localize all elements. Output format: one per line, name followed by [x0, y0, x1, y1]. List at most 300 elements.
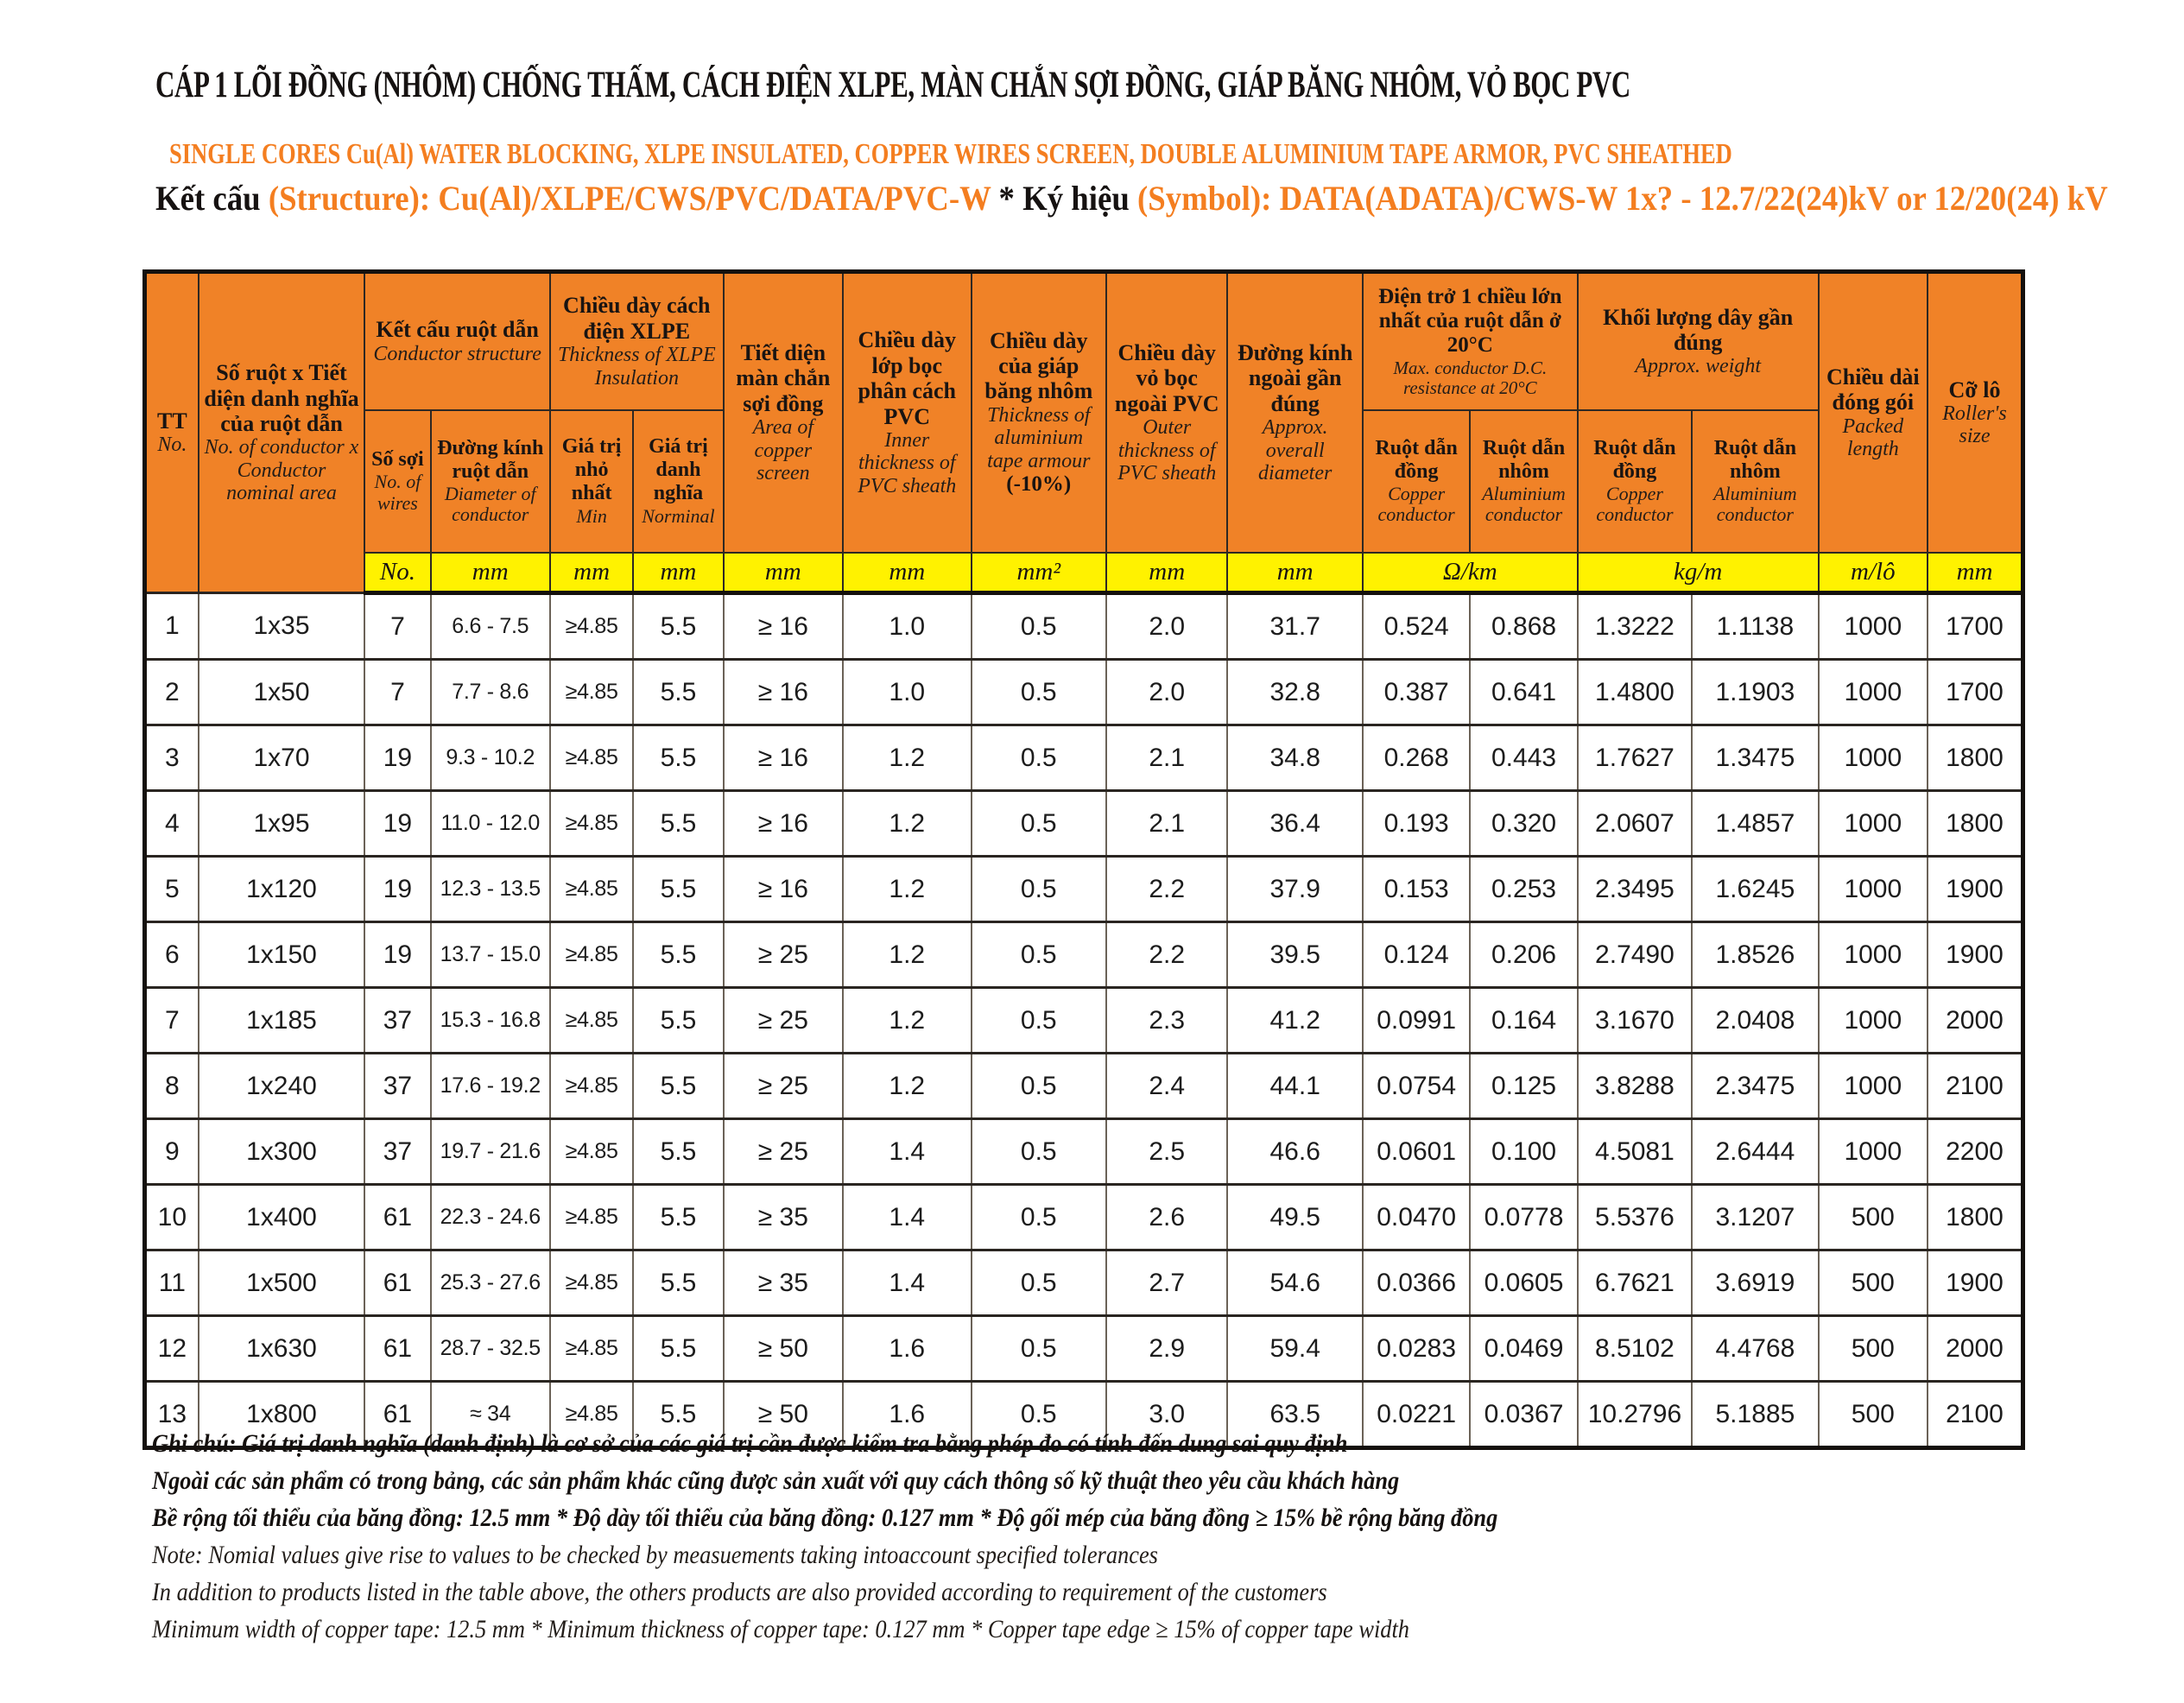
header-xlpe-thickness-en: Thickness of XLPE Insulation: [557, 344, 716, 389]
table-cell: 1000: [1819, 725, 1928, 791]
table-cell: ≥4.85: [550, 922, 633, 988]
table-cell: 1000: [1819, 1119, 1928, 1185]
table-cell: 5.5: [633, 988, 723, 1054]
header-pvc-inner-vi: Chiều dày lớp bọc phân cách PVC: [858, 327, 956, 429]
table-cell: 1000: [1819, 922, 1928, 988]
table-cell: 6.7621: [1578, 1250, 1692, 1316]
note-vi-2: Ngoài các sản phẩm có trong bảng, các sản phẩm khác cũng được sản xuất với quy cách thông số kỹ thuật theo yêu cầu khách hàng: [152, 1466, 1400, 1495]
table-cell: 0.5: [972, 857, 1107, 922]
table-cell: 5.1885: [1692, 1382, 1818, 1448]
table-cell: 61: [364, 1382, 430, 1448]
table-row: [145, 988, 2023, 1054]
table-row: [145, 791, 2023, 857]
table-cell: 5.5: [633, 922, 723, 988]
header-xlpe-nominal-en: Norminal: [642, 504, 715, 527]
page-title-vietnamese: CÁP 1 LÕI ĐỒNG (NHÔM) CHỐNG THẤM, CÁCH ĐIỆN XLPE, MÀN CHẮN SỢI ĐỒNG, GIÁP BĂNG NHÔM, VỎ BỌC PVC: [155, 65, 1630, 105]
table-row: [145, 725, 2023, 791]
unit-roller-size: mm: [1928, 553, 2023, 593]
table-cell: 1000: [1819, 1054, 1928, 1119]
table-cell: 1.7627: [1578, 725, 1692, 791]
table-cell: 25.3 - 27.6: [431, 1250, 550, 1316]
note-vi-3: Bề rộng tối thiểu của băng đồng: 12.5 mm * Độ dày tối thiểu của băng đồng: 0.127 mm * Độ gối mép của băng đồng ≥ 15% bề rộng băng đồng: [152, 1504, 1498, 1532]
header-roller-size-vi: Cỡ lô: [1948, 377, 2001, 402]
table-cell: ≥ 25: [724, 988, 843, 1054]
header-al-armour-vi: Chiều dày của giáp băng nhôm: [984, 327, 1093, 404]
header-conductor-structure-en: Conductor structure: [373, 342, 541, 365]
table-cell: 7: [364, 660, 430, 725]
table-cell: 0.125: [1470, 1054, 1577, 1119]
table-cell: 13: [145, 1382, 199, 1448]
table-cell: 0.0470: [1363, 1185, 1470, 1250]
header-conductor-area-en: No. of conductor x Conductor nominal area: [204, 436, 359, 505]
table-cell: ≥4.85: [550, 1250, 633, 1316]
table-cell: 2000: [1928, 1316, 2023, 1382]
structure-symbol-line: [155, 178, 2108, 218]
table-cell: 0.5: [972, 1316, 1107, 1382]
table-cell: 5.5: [633, 1382, 723, 1448]
header-packed-length-vi: Chiều dài đóng gói: [1826, 364, 1920, 415]
table-cell: ≥ 16: [724, 660, 843, 725]
table-cell: ≥ 25: [724, 1054, 843, 1119]
table-cell: 36.4: [1227, 791, 1363, 857]
table-cell: 1x70: [199, 725, 365, 791]
header-approx-weight-vi: Khối lượng dây gần đúng: [1603, 304, 1794, 356]
table-cell: 1.8526: [1692, 922, 1818, 988]
table-cell: 1.0: [843, 660, 971, 725]
table-cell: 1.2: [843, 1054, 971, 1119]
header-tt-vi: TT: [157, 408, 187, 434]
table-cell: ≥4.85: [550, 660, 633, 725]
table-cell: 1900: [1928, 1250, 2023, 1316]
table-cell: 0.5: [972, 593, 1107, 660]
table-row: [145, 1185, 2023, 1250]
table-cell: 1.4: [843, 1185, 971, 1250]
table-cell: 1900: [1928, 922, 2023, 988]
table-cell: 6.6 - 7.5: [431, 593, 550, 660]
header-dc-resistance-en: Max. conductor D.C. resistance at 20°C: [1393, 357, 1548, 398]
table-cell: 2.3: [1106, 988, 1227, 1054]
table-cell: 5.5: [633, 725, 723, 791]
table-cell: ≥ 35: [724, 1250, 843, 1316]
table-cell: 2.5: [1106, 1119, 1227, 1185]
table-cell: 1800: [1928, 725, 2023, 791]
table-cell: 5.5: [633, 791, 723, 857]
table-cell: 2.1: [1106, 791, 1227, 857]
header-pvc-outer-vi: Chiều dày vỏ bọc ngoài PVC: [1114, 340, 1219, 416]
table-cell: ≥ 35: [724, 1185, 843, 1250]
table-cell: 3.1670: [1578, 988, 1692, 1054]
table-cell: ≥ 16: [724, 593, 843, 660]
table-cell: 4: [145, 791, 199, 857]
table-cell: 5.5: [633, 1054, 723, 1119]
header-conductor-structure-vi: Kết cấu ruột dẫn: [376, 317, 539, 343]
header-roller-size-en: Roller's size: [1942, 402, 2007, 448]
header-conductor-diameter-en: Diameter of conductor: [444, 482, 536, 526]
header-roller-size: [1928, 272, 2023, 553]
table-cell: ≥ 25: [724, 1119, 843, 1185]
header-al-armour: [972, 272, 1107, 553]
table-cell: 0.193: [1363, 791, 1470, 857]
table-cell: 2.3495: [1578, 857, 1692, 922]
separator-star: *: [991, 179, 1023, 218]
table-cell: 9.3 - 10.2: [431, 725, 550, 791]
table-cell: 0.5: [972, 922, 1107, 988]
table-cell: 5.5: [633, 857, 723, 922]
table-cell: 0.5: [972, 1382, 1107, 1448]
header-pvc-inner-en: Inner thickness of PVC sheath: [858, 428, 957, 497]
table-cell: 61: [364, 1250, 430, 1316]
table-cell: ≥4.85: [550, 791, 633, 857]
unit-xlpe-nominal: mm: [633, 553, 723, 593]
header-resistance-copper-vi: Ruột dẫn đồng: [1375, 436, 1458, 483]
header-pvc-outer-en: Outer thickness of PVC sheath: [1117, 416, 1217, 484]
header-conductor-diameter-vi: Đường kính ruột dẫn: [437, 436, 544, 483]
table-cell: 0.0754: [1363, 1054, 1470, 1119]
table-cell: 1000: [1819, 791, 1928, 857]
table-cell: 0.206: [1470, 922, 1577, 988]
table-cell: 500: [1819, 1316, 1928, 1382]
table-row: [145, 857, 2023, 922]
table-row: [145, 1054, 2023, 1119]
table-cell: 1.2: [843, 857, 971, 922]
table-cell: 2.7490: [1578, 922, 1692, 988]
table-cell: 13.7 - 15.0: [431, 922, 550, 988]
header-conductor-area: [199, 272, 365, 593]
table-cell: 3.6919: [1692, 1250, 1818, 1316]
table-cell: 2.0408: [1692, 988, 1818, 1054]
table-cell: 39.5: [1227, 922, 1363, 988]
unit-pvc-inner: mm: [843, 553, 971, 593]
header-weight-copper-vi: Ruột dẫn đồng: [1593, 436, 1676, 483]
unit-xlpe-min: mm: [550, 553, 633, 593]
table-cell: 7: [364, 593, 430, 660]
table-cell: 0.5: [972, 1185, 1107, 1250]
table-cell: ≥ 25: [724, 922, 843, 988]
header-conductor-structure: [364, 272, 550, 410]
header-tt-en: No.: [157, 434, 187, 457]
table-cell: 0.641: [1470, 660, 1577, 725]
table-cell: 0.524: [1363, 593, 1470, 660]
header-conductor-area-vi: Số ruột x Tiết diện danh nghĩa của ruột dẫn: [204, 360, 359, 437]
table-cell: 1000: [1819, 660, 1928, 725]
header-dc-resistance: [1363, 272, 1578, 410]
table-cell: 15.3 - 16.8: [431, 988, 550, 1054]
table-cell: 1.2: [843, 988, 971, 1054]
header-wires: [364, 410, 430, 553]
table-cell: 1.2: [843, 922, 971, 988]
table-cell: 5.5: [633, 1119, 723, 1185]
table-cell: 19: [364, 791, 430, 857]
table-cell: 0.387: [1363, 660, 1470, 725]
table-cell: ≥ 50: [724, 1316, 843, 1382]
table-cell: 59.4: [1227, 1316, 1363, 1382]
table-cell: 2.7: [1106, 1250, 1227, 1316]
table-header: [145, 272, 2023, 593]
table-cell: 0.164: [1470, 988, 1577, 1054]
table-cell: 0.0605: [1470, 1250, 1577, 1316]
table-cell: 2.3475: [1692, 1054, 1818, 1119]
table-cell: 31.7: [1227, 593, 1363, 660]
header-xlpe-nominal-vi: Giá trị danh nghĩa: [649, 435, 708, 505]
table-cell: 1800: [1928, 791, 2023, 857]
footer-notes: [152, 1425, 1681, 1648]
table-cell: 1x630: [199, 1316, 365, 1382]
table-cell: 2100: [1928, 1382, 2023, 1448]
table-row: [145, 593, 2023, 660]
table-row: [145, 1250, 2023, 1316]
table-cell: 1800: [1928, 1185, 2023, 1250]
table-cell: 0.100: [1470, 1119, 1577, 1185]
structure-label: Kết cấu: [155, 179, 269, 218]
header-approx-weight-en: Approx. weight: [1635, 355, 1762, 378]
header-xlpe-thickness-vi: Chiều dày cách điện XLPE: [563, 293, 711, 344]
table-cell: 1x240: [199, 1054, 365, 1119]
table-cell: 5.5: [633, 1316, 723, 1382]
table-cell: 2.2: [1106, 857, 1227, 922]
header-pvc-outer: [1106, 272, 1227, 553]
table-cell: 37: [364, 1054, 430, 1119]
table-cell: 34.8: [1227, 725, 1363, 791]
symbol-value: (Symbol): DATA(ADATA)/CWS-W 1x? - 12.7/22(24)kV or 12/20(24) kV: [1137, 179, 2108, 218]
table-cell: ≥4.85: [550, 1119, 633, 1185]
table-cell: 1x185: [199, 988, 365, 1054]
table-cell: 5.5: [633, 1185, 723, 1250]
table-cell: 49.5: [1227, 1185, 1363, 1250]
table-cell: 1000: [1819, 593, 1928, 660]
header-xlpe-nominal: [633, 410, 723, 553]
table-cell: 4.5081: [1578, 1119, 1692, 1185]
table-cell: 0.443: [1470, 725, 1577, 791]
table-cell: 1.6245: [1692, 857, 1818, 922]
table-cell: ≥4.85: [550, 1185, 633, 1250]
table-cell: 1900: [1928, 857, 2023, 922]
symbol-label: Ký hiệu: [1022, 179, 1138, 218]
table-cell: 1x500: [199, 1250, 365, 1316]
table-cell: 8: [145, 1054, 199, 1119]
table-cell: 2.9: [1106, 1316, 1227, 1382]
header-dc-resistance-vi: Điện trở 1 chiều lớn nhất của ruột dẫn ở 20°C: [1378, 284, 1562, 358]
table-cell: 9: [145, 1119, 199, 1185]
unit-diameter: mm: [431, 553, 550, 593]
table-cell: 61: [364, 1316, 430, 1382]
table-cell: 19.7 - 21.6: [431, 1119, 550, 1185]
table-cell: 500: [1819, 1250, 1928, 1316]
table-cell: 2.0: [1106, 660, 1227, 725]
table-cell: 1.6: [843, 1316, 971, 1382]
table-cell: 2.4: [1106, 1054, 1227, 1119]
header-xlpe-min-vi: Giá trị nhỏ nhất: [561, 435, 622, 505]
table-cell: 1x400: [199, 1185, 365, 1250]
note-en-2: In addition to products listed in the table above, the others products are also provided according to requirement of the customers: [152, 1578, 1327, 1606]
header-weight-aluminium-vi: Ruột dẫn nhôm: [1713, 436, 1797, 483]
unit-weight: kg/m: [1578, 553, 1819, 593]
table-cell: 1.0: [843, 593, 971, 660]
table-cell: 1.3475: [1692, 725, 1818, 791]
structure-value: (Structure): Cu(Al)/XLPE/CWS/PVC/DATA/PVC-W: [268, 179, 991, 218]
header-approx-weight: [1578, 272, 1819, 410]
table-cell: 46.6: [1227, 1119, 1363, 1185]
table-cell: 1.2: [843, 725, 971, 791]
table-cell: 6: [145, 922, 199, 988]
header-packed-length-en: Packed length: [1842, 415, 1904, 461]
table-cell: 5.5: [633, 1250, 723, 1316]
table-cell: 1x120: [199, 857, 365, 922]
header-row-groups: [145, 272, 2023, 410]
table-cell: 37: [364, 988, 430, 1054]
table-cell: 8.5102: [1578, 1316, 1692, 1382]
header-conductor-diameter: [431, 410, 550, 553]
header-al-armour-note: (-10%): [1006, 472, 1072, 497]
table-cell: 10.2796: [1578, 1382, 1692, 1448]
table-cell: 17.6 - 19.2: [431, 1054, 550, 1119]
table-cell: 2.6444: [1692, 1119, 1818, 1185]
table-row: [145, 1119, 2023, 1185]
table-row: [145, 1316, 2023, 1382]
table-cell: ≥ 16: [724, 857, 843, 922]
table-cell: 500: [1819, 1382, 1928, 1448]
table-cell: 0.5: [972, 725, 1107, 791]
header-copper-screen-en: Area of copper screen: [752, 416, 814, 484]
table-cell: 0.0221: [1363, 1382, 1470, 1448]
page-title-english: SINGLE CORES Cu(Al) WATER BLOCKING, XLPE INSULATED, COPPER WIRES SCREEN, DOUBLE ALUMINIUM TAPE ARMOR, PVC SHEATHED: [169, 138, 1732, 170]
table-cell: ≥4.85: [550, 1382, 633, 1448]
table-cell: 2.2: [1106, 922, 1227, 988]
table-cell: 0.268: [1363, 725, 1470, 791]
table-cell: 2200: [1928, 1119, 2023, 1185]
table-cell: ≥4.85: [550, 988, 633, 1054]
table-cell: 41.2: [1227, 988, 1363, 1054]
table-cell: 54.6: [1227, 1250, 1363, 1316]
table-cell: ≥ 16: [724, 791, 843, 857]
table-cell: 1000: [1819, 857, 1928, 922]
unit-overall-diameter: mm: [1227, 553, 1363, 593]
table-cell: 500: [1819, 1185, 1928, 1250]
note-vi-1: Ghi chú: Giá trị danh nghĩa (danh định) là cơ sở của các giá trị cần được kiểm tra bằng phép đo có tính đến dung sai quy định: [152, 1429, 1348, 1458]
table-cell: 12: [145, 1316, 199, 1382]
table-cell: 10: [145, 1185, 199, 1250]
table-cell: 63.5: [1227, 1382, 1363, 1448]
table-cell: 44.1: [1227, 1054, 1363, 1119]
unit-row: [145, 553, 2023, 593]
unit-copper-screen: mm: [724, 553, 843, 593]
table-cell: 0.124: [1363, 922, 1470, 988]
table-cell: 0.0469: [1470, 1316, 1577, 1382]
table-cell: 1.1138: [1692, 593, 1818, 660]
table-cell: ≥4.85: [550, 1316, 633, 1382]
header-xlpe-min-en: Min: [576, 504, 607, 527]
table-cell: ≈ 34: [431, 1382, 550, 1448]
table-cell: 11.0 - 12.0: [431, 791, 550, 857]
table-cell: 1.4: [843, 1250, 971, 1316]
table-cell: 37: [364, 1119, 430, 1185]
table-cell: 1x300: [199, 1119, 365, 1185]
header-xlpe-thickness: [550, 272, 724, 410]
table-cell: 2.1: [1106, 725, 1227, 791]
table-cell: 0.5: [972, 988, 1107, 1054]
table-cell: 2: [145, 660, 199, 725]
table-cell: 3.0: [1106, 1382, 1227, 1448]
table-row: [145, 922, 2023, 988]
table-cell: ≥4.85: [550, 725, 633, 791]
unit-resistance: Ω/km: [1363, 553, 1578, 593]
header-xlpe-min: [550, 410, 633, 553]
table-cell: 1.2: [843, 791, 971, 857]
header-wires-en: No. of wires: [374, 471, 421, 514]
table-cell: 0.5: [972, 1119, 1107, 1185]
unit-pvc-outer: mm: [1106, 553, 1227, 593]
table-cell: 19: [364, 922, 430, 988]
header-al-armour-en: Thickness of aluminium tape armour: [987, 403, 1091, 472]
table-cell: 1x95: [199, 791, 365, 857]
cable-spec-table: [142, 269, 2025, 1450]
unit-packed-length: m/lô: [1819, 553, 1928, 593]
table-cell: 3.1207: [1692, 1185, 1818, 1250]
table-cell: 19: [364, 725, 430, 791]
table-cell: 1700: [1928, 660, 2023, 725]
table-cell: 0.153: [1363, 857, 1470, 922]
table-cell: 1x800: [199, 1382, 365, 1448]
table-cell: 1.3222: [1578, 593, 1692, 660]
table-cell: 1: [145, 593, 199, 660]
header-overall-diameter: [1227, 272, 1363, 553]
table-cell: 4.4768: [1692, 1316, 1818, 1382]
table-cell: 1.4: [843, 1119, 971, 1185]
table-cell: 0.5: [972, 660, 1107, 725]
header-weight-aluminium: [1692, 410, 1818, 553]
table-cell: 0.0366: [1363, 1250, 1470, 1316]
table-cell: 0.5: [972, 791, 1107, 857]
table-cell: 1700: [1928, 593, 2023, 660]
table-cell: 0.0601: [1363, 1119, 1470, 1185]
table-cell: ≥4.85: [550, 593, 633, 660]
table-cell: 5.5: [633, 660, 723, 725]
table-cell: 3.8288: [1578, 1054, 1692, 1119]
table-cell: 7.7 - 8.6: [431, 660, 550, 725]
table-cell: 3: [145, 725, 199, 791]
table-cell: 2100: [1928, 1054, 2023, 1119]
table-cell: 5.5376: [1578, 1185, 1692, 1250]
table-cell: 2.6: [1106, 1185, 1227, 1250]
header-resistance-copper-en: Copper conductor: [1377, 482, 1455, 526]
header-weight-copper-en: Copper conductor: [1596, 482, 1674, 526]
table-cell: 7: [145, 988, 199, 1054]
note-en-1: Note: Nomial values give rise to values to be checked by measuements taking intoaccount specified tolerances: [152, 1541, 1158, 1569]
table-cell: 1x150: [199, 922, 365, 988]
table-cell: 5.5: [633, 593, 723, 660]
table-cell: 32.8: [1227, 660, 1363, 725]
table-row: [145, 660, 2023, 725]
table-cell: 2.0: [1106, 593, 1227, 660]
table-cell: 2.0607: [1578, 791, 1692, 857]
table-cell: 1000: [1819, 988, 1928, 1054]
header-overall-diameter-en: Approx. overall diameter: [1258, 416, 1333, 484]
table-cell: 5: [145, 857, 199, 922]
header-tt: [145, 272, 199, 593]
table-cell: 0.868: [1470, 593, 1577, 660]
table-cell: 2000: [1928, 988, 2023, 1054]
table-cell: 0.0367: [1470, 1382, 1577, 1448]
table-cell: 1.4800: [1578, 660, 1692, 725]
table-cell: 0.0991: [1363, 988, 1470, 1054]
table-cell: 1x35: [199, 593, 365, 660]
table-cell: ≥ 50: [724, 1382, 843, 1448]
table-cell: 1.4857: [1692, 791, 1818, 857]
header-resistance-aluminium-vi: Ruột dẫn nhôm: [1482, 436, 1566, 483]
header-wires-vi: Số sợi: [371, 448, 424, 472]
table-cell: 1x50: [199, 660, 365, 725]
header-weight-copper: [1578, 410, 1692, 553]
table-cell: 0.5: [972, 1054, 1107, 1119]
